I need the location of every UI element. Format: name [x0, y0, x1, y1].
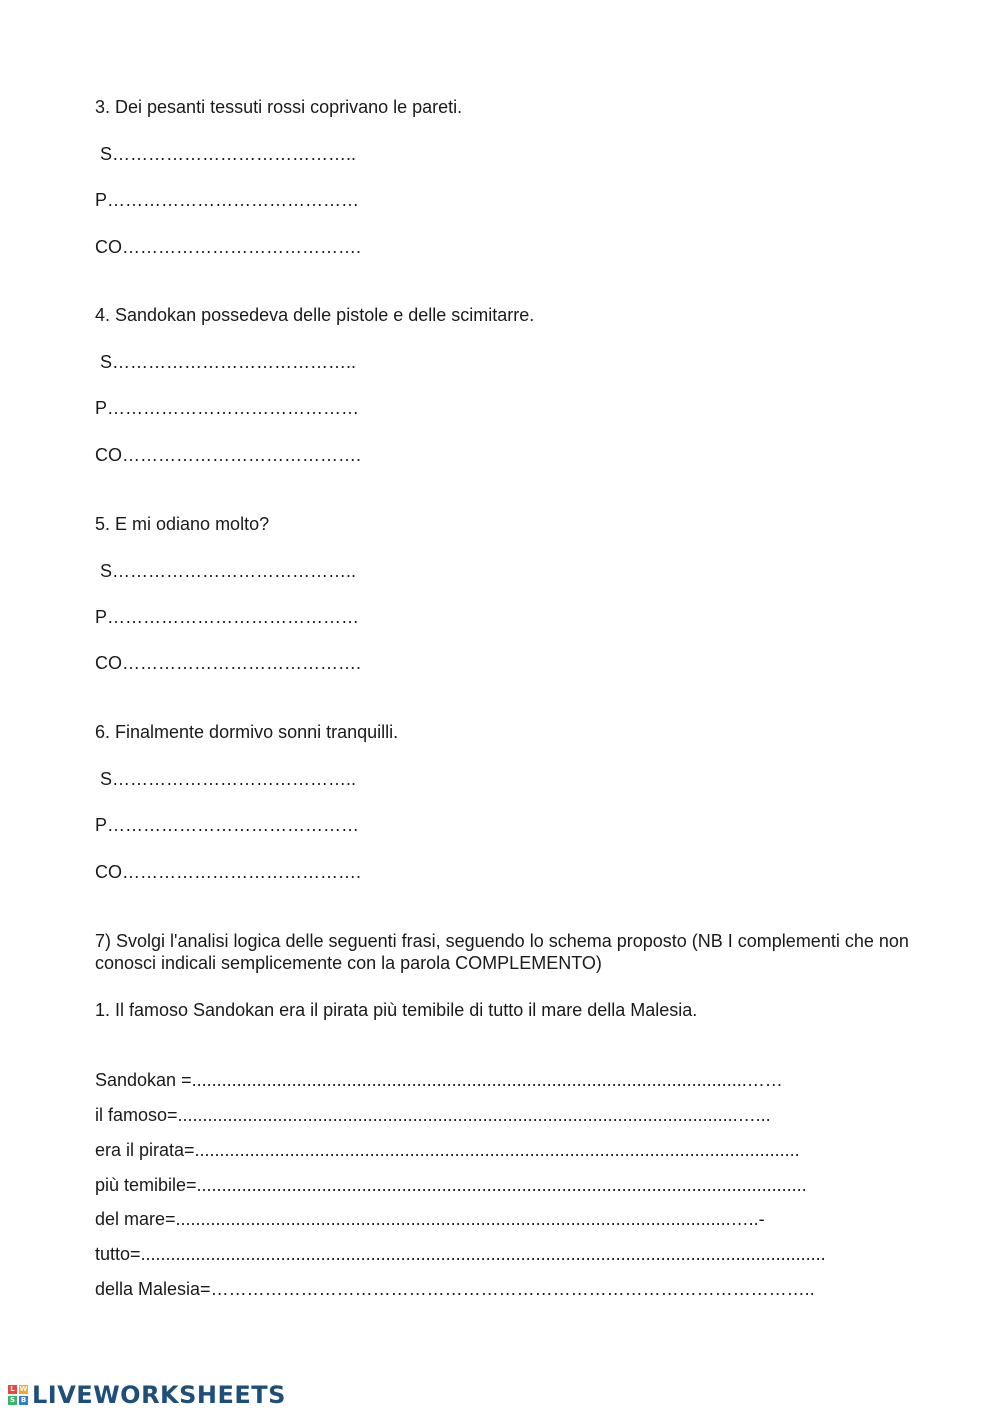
section-7-instructions: 7) Svolgi l'analisi logica delle seguenti frasi, seguendo lo schema proposto (NB I complementi che non conosci indicali semplicemente con la parola COMPLEMENTO) — [95, 931, 909, 973]
exercise-4-predicate-line[interactable]: P…………………………………… — [95, 398, 360, 418]
exercise-5-sentence: 5. E mi odiano molto? — [95, 514, 270, 534]
logo-tile-1: L — [8, 1385, 17, 1394]
logo-tile-3: S — [9, 1396, 16, 1404]
exercise-5-subject-line[interactable]: S………………………………….. — [100, 561, 357, 581]
exercise-4-sentence: 4. Sandokan possedeva delle pistole e delle scimitarre. — [95, 305, 535, 325]
exercise-6-sentence: 6. Finalmente dormivo sonni tranquilli. — [95, 722, 399, 742]
exercise-6-subject-line[interactable]: S………………………………….. — [100, 769, 357, 789]
exercise-3-object-line[interactable]: CO…………………………………. — [95, 237, 362, 257]
exercise-4-object-line[interactable]: CO…………………………………. — [95, 445, 362, 465]
exercise-3-subject-line[interactable]: S………………………………….. — [100, 144, 357, 164]
exercise-5-predicate-line[interactable]: P…………………………………… — [95, 607, 360, 627]
logo-tile-4: B — [20, 1396, 27, 1404]
exercise-6-object-line[interactable]: CO…………………………………. — [95, 862, 362, 882]
section-7-sentence: 1. Il famoso Sandokan era il pirata più temibile di tutto il mare della Malesia. — [95, 1000, 698, 1020]
analysis-row-piu-temibile[interactable]: più temibile=.......................................................................................................................... — [95, 1175, 807, 1195]
exercise-3-predicate-line[interactable]: P…………………………………… — [95, 190, 360, 210]
analysis-row-era-il-pirata[interactable]: era il pirata=......................................................................................................................... — [95, 1140, 800, 1160]
analysis-row-il-famoso[interactable]: il famoso=................................................................................................................…... — [95, 1105, 771, 1125]
logo-text: LIVEWORKSHEETS — [32, 1381, 286, 1409]
logo-tiles-icon — [8, 1385, 28, 1405]
analysis-row-tutto[interactable]: tutto=......................................................................................................................................... — [95, 1244, 826, 1264]
analysis-row-del-mare[interactable]: del mare=...............................................................................................................…..- — [95, 1209, 765, 1229]
analysis-row-sandokan[interactable]: Sandokan =...............................................................................................................…… — [95, 1070, 783, 1090]
logo-tile-2: W — [19, 1385, 28, 1393]
liveworksheets-logo — [8, 1381, 286, 1409]
exercise-4-subject-line[interactable]: S………………………………….. — [100, 352, 357, 372]
exercise-5-object-line[interactable]: CO…………………………………. — [95, 653, 362, 673]
exercise-6-predicate-line[interactable]: P…………………………………… — [95, 815, 360, 835]
analysis-row-della-malesia[interactable]: della Malesia=……………………………………………………………………………………….. — [95, 1279, 815, 1299]
exercise-3-sentence: 3. Dei pesanti tessuti rossi coprivano le pareti. — [95, 97, 463, 117]
